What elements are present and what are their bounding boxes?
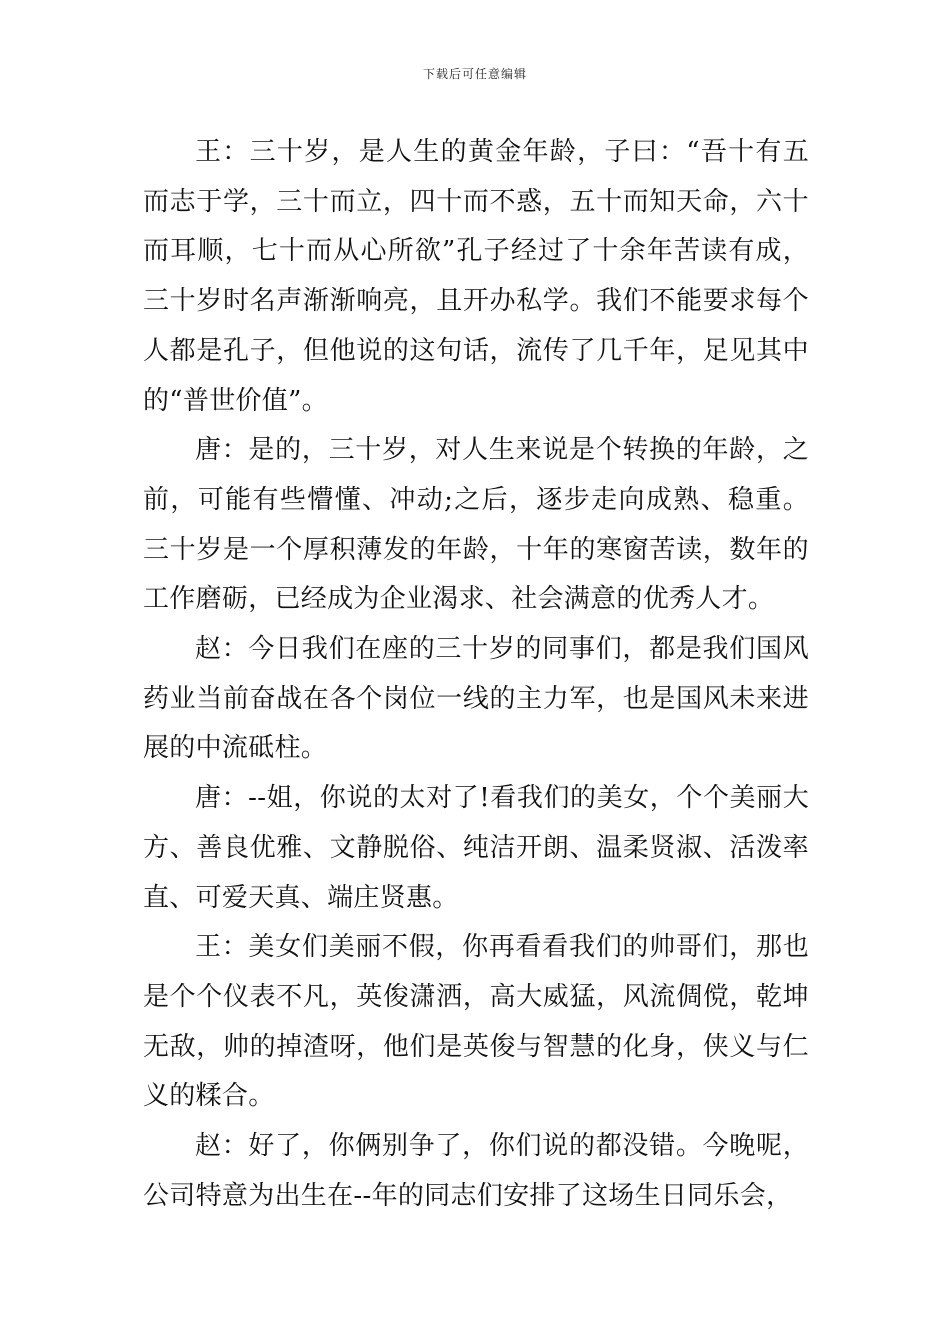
paragraph-wang-2: 王：美女们美丽不假，你再看看我们的帅哥们，那也是个个仪表不凡，英俊潇洒，高大威猛，风流倜傥，乾坤无敌，帅的掉渣呀，他们是英俊与智慧的化身，侠义与仁义的糅合。 (143, 932, 809, 1112)
paragraph-zhao-1: 赵：今日我们在座的三十岁的同事们，都是我们国风药业当前奋战在各个岗位一线的主力军，也是国风未来进展的中流砥柱。 (143, 634, 809, 764)
paragraph-wang-1: 王：三十岁，是人生的黄金年龄，子曰：“吾十有五而志于学，三十而立，四十而不惑，五十而知天命，六十而耳顺，七十而从心所欲”孔子经过了十余年苦读有成，三十岁时名声渐渐响亮，且开办私学。我们不能要求每个人都是孔子，但他说的这句话，流传了几千年，足见其中的“普世价值”。 (143, 137, 809, 416)
document-body (143, 128, 809, 1221)
paragraph-zhao-2: 赵：好了，你俩别争了，你们说的都没错。今晚呢，公司特意为出生在--年的同志们安排了这场生日同乐会， (143, 1131, 809, 1211)
header-note: 下载后可任意编辑 (422, 67, 527, 81)
paragraph-tang-1: 唐：是的，三十岁，对人生来说是个转换的年龄，之前，可能有些懵懂、冲动;之后，逐步走向成熟、稳重。三十岁是一个厚积薄发的年龄，十年的寒窗苦读，数年的工作磨砺，已经成为企业渴求、社会满意的优秀人才。 (143, 435, 809, 615)
paragraph-tang-2: 唐：--姐，你说的太对了!看我们的美女，个个美丽大方、善良优雅、文静脱俗、纯洁开朗、温柔贤淑、活泼率直、可爱天真、端庄贤惠。 (143, 783, 809, 913)
